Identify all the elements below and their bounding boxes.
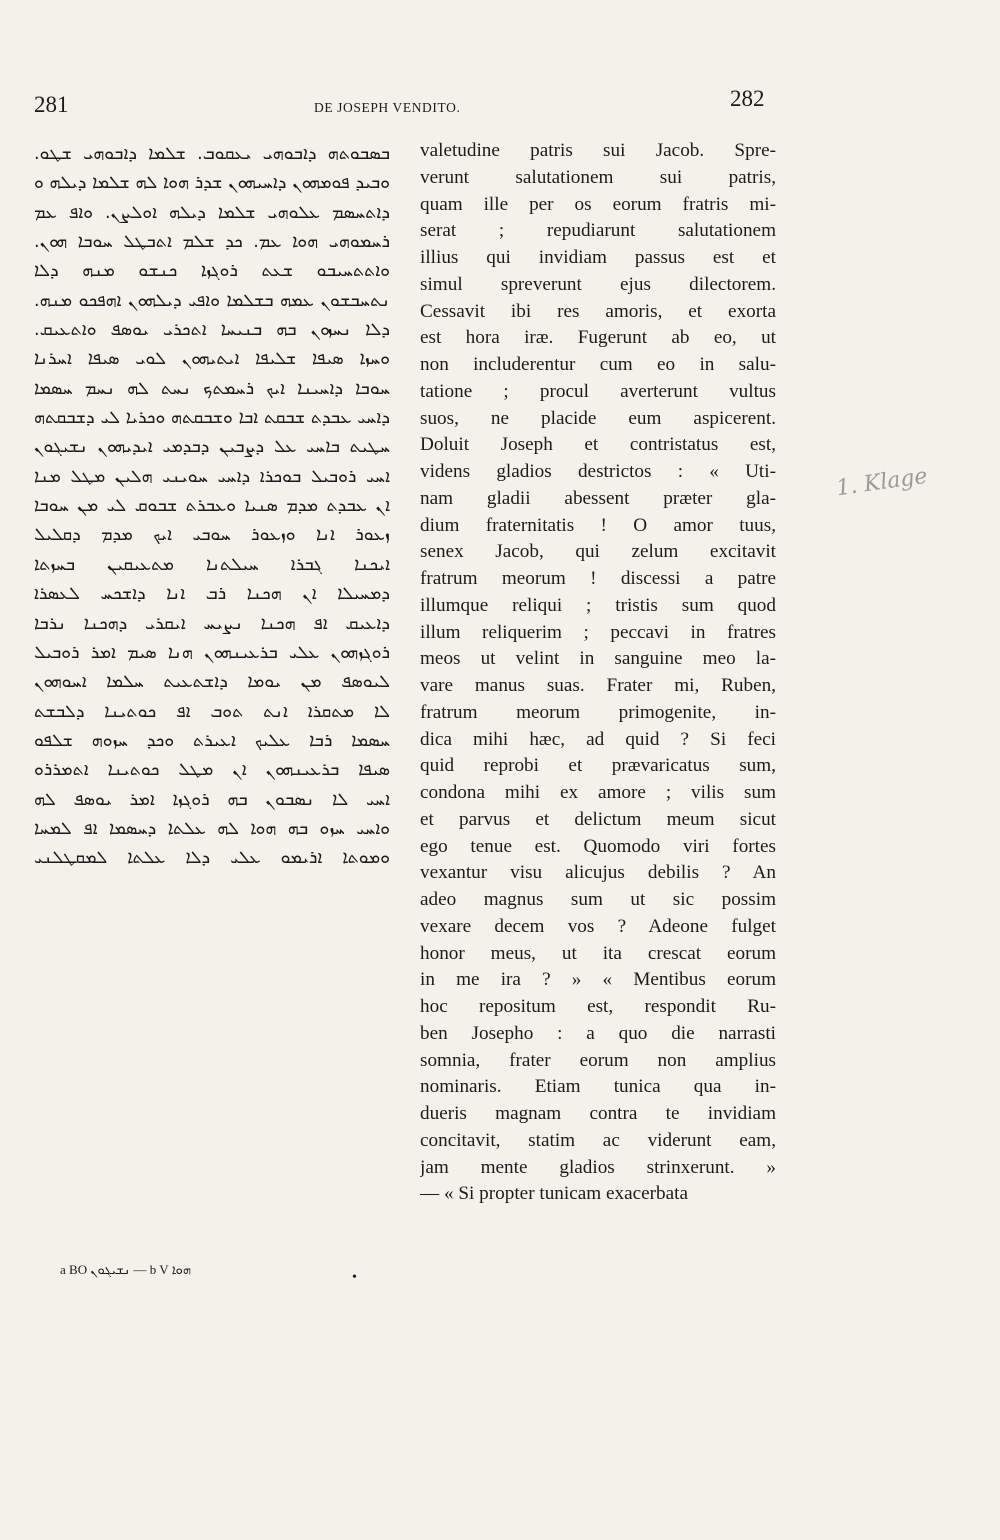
syriac-line: ܠܐ ܡܬܩܪܐ ܐܢܬ ܬܘܒ ܐܦ ܟܘܬܝܢܐ ܕܠܒܫܬ: [34, 701, 390, 722]
syriac-line: ܠܝܘܣܦ ܡܢ ܝܘܡܐ ܕܐܫܬܥܝܬ ܚܠܡܐ ܐܚܘܗܘܢ: [34, 672, 390, 693]
syriac-line: ܘܡܘܬܐ ܐܪܝܡܘ ܥܠܝ ܕܠܐ ܥܠܬܐ ܠܡܩܛܠܢܝ: [34, 848, 390, 869]
latin-text-column: [420, 138, 776, 1208]
latin-line: videns gladios destrictos : « Uti-: [420, 461, 776, 482]
syriac-line: ܐܢ ܥܒܕܬ ܡܕܡ ܣܢܝܐ ܘܥܒܪܬ ܫܒܘܩ ܠܝ ܡܢ ܚܘܒܐ: [34, 496, 390, 517]
syriac-line: ܐܚܝ ܠܐ ܢܣܒܘܢ ܒܗ ܪܘܓܙܐ ܐܡܪ ܝܘܣܦ ܠܗ: [34, 789, 390, 810]
latin-line: Cessavit ibi res amoris, et exorta: [420, 300, 776, 322]
latin-line: nam gladii abessent præter gla-: [420, 487, 776, 509]
latin-line: ego tenue est. Quomodo viri fortes: [420, 835, 776, 857]
syriac-line: ܕܡܚܝܠܐ ܐܢ ܗܟܢܐ ܪܒ ܐܢܐ ܕܐܫܟܚ ܠܥܣܪܐ: [34, 584, 390, 605]
syriac-line: ܐܝܟܢܐ ܓܒܪܐ ܚܝܠܬܢܐ ܡܬܥܝܩܝܢ ܒܚܙܬܐ: [34, 554, 390, 575]
latin-line: Doluit Joseph et contristatus est,: [420, 434, 776, 456]
syriac-line: ܪܚܡܘܗܝ ܗܘܐ ܥܡ. ܟܕ ܫܠܡ ܐܬܒܛܠ ܚܘܒܐ ܗܘܢ.: [34, 232, 390, 253]
latin-line: in me ira ? » « Mentibus eorum: [420, 969, 776, 991]
latin-line: verunt salutationem sui patris,: [420, 166, 776, 188]
syriac-line: ܘܐܬܬܚܝܒܘ ܫܥܬ ܪܘܓܙܐ ܟܢܫܘ ܡܢܗ ܕܠܐ: [34, 261, 390, 282]
latin-line: vare manus suas. Frater mi, Ruben,: [420, 675, 776, 696]
right-page-number: 282: [730, 86, 765, 111]
latin-line: vexare decem vos ? Adeone fulget: [420, 915, 776, 937]
latin-line: dica mihi hæc, ad quid ? Si feci: [420, 728, 776, 750]
latin-line: honor meus, ut ita crescat eorum: [420, 942, 776, 964]
latin-line: dueris magnam contra te invidiam: [420, 1103, 776, 1124]
latin-line: simul spreverunt ejus dilectorem.: [420, 273, 776, 295]
latin-line: illius qui invidiam passus est et: [420, 247, 776, 268]
footnote: a BO ܢܫܝܓܘܢ — b V ܗܘܐ: [60, 1262, 192, 1277]
syriac-line: ܢܬܚܒܫܘܢ ܥܡܗ ܒܫܠܡܐ ܘܐܦܝ ܕܝܠܗܘܢ ܐܗܦܟܘ ܡܢܗ.: [34, 290, 390, 311]
latin-line: valetudine patris sui Jacob. Spre-: [420, 140, 776, 161]
syriac-line: ܘܚܙܐ ܣܝܦܐ ܫܠܝܦܐ ܐܝܬܝܗܘܢ ܠܘܝ ܣܝܦܐ ܐܚܪܢܐ: [34, 349, 390, 370]
latin-line: serat ; repudiarunt salutationem: [420, 220, 776, 242]
page-mark: •: [352, 1270, 357, 1285]
latin-line: nominaris. Etiam tunica qua in-: [420, 1076, 776, 1098]
syriac-line: ܪܘܓܙܗܘܢ ܥܠܝ ܒܪܥܝܢܗܘܢ ܗܢܐ ܣܝܡ ܐܡܪ ܪܘܒܝܠ: [34, 642, 390, 663]
syriac-line: ܘܒܝܕ ܦܘܡܗܘܢ ܕܐܚܝܗܘܢ ܫܕܪ ܗܘܐ ܠܗ ܫܠܡܐ ܕܝܠܗ ܘ: [34, 173, 390, 194]
syriac-line: ܘܐܚܝ ܚܙܘ ܒܗ ܗܘܐ ܠܗ ܥܠܬܐ ܕܚܣܡܐ ܐܦ ܠܡܚܐ: [34, 818, 390, 839]
latin-line: somnia, frater eorum non amplius: [420, 1049, 776, 1071]
syriac-line: ܐܚܝ ܪܘܒܝܠ ܒܘܟܪܐ ܕܐܚܝ ܚܘܝܢܝ ܗܠܝܢ ܡܛܠ ܡܢܐ: [34, 466, 390, 487]
syriac-line: ܕܐܬܚܣܡ ܥܠܘܗܝ ܫܠܡܐ ܕܝܠܗ ܐܘܠܨܢ. ܘܐܦ ܥܡ: [34, 202, 390, 223]
syriac-line: ܕܐܥܝܩ ܐܦ ܗܟܢܐ ܢܨܝܚ ܐܝܩܪܝ ܕܗܟܢܐ ܢܪܒܐ: [34, 613, 390, 634]
latin-line: jam mente gladios strinxerunt. »: [420, 1156, 776, 1178]
running-head: DE JOSEPH VENDITO.: [314, 100, 461, 115]
latin-line: tatione ; procul averterunt vultus: [420, 380, 776, 402]
syriac-line: ܚܛܝܬ ܒܐܚܝ ܥܠ ܕܨܒܝܢ ܕܒܕܡܝ ܐܝܕܝܗܘܢ ܢܫܝܓܘܢ: [34, 437, 390, 458]
syriac-line: ܣܝܦܐ ܒܪܥܝܢܗܘܢ ܐܢ ܡܛܠ ܟܘܬܝܢܐ ܐܬܡܪܪܘ: [34, 760, 390, 781]
syriac-line: ܕܠܐ ܢܚܙܘܢ ܒܗ ܒܢܝܚܐ ܐܬܟܪܝ ܝܘܣܦ ܘܐܬܥܝܩ.: [34, 320, 390, 341]
latin-line: concitavit, statim ac viderunt eam,: [420, 1129, 776, 1151]
latin-line: et parvus et delictum meum sicut: [420, 808, 776, 830]
latin-line: — « Si propter tunicam exacerbata: [420, 1183, 688, 1205]
latin-line: illumque reliqui ; tristis sum quod: [420, 594, 776, 616]
handwritten-margin-note: 1. Klage: [834, 463, 929, 502]
latin-line: illum reliquerim ; peccavi in fratres: [420, 621, 776, 643]
latin-line: senex Jacob, qui zelum excitavit: [420, 541, 776, 563]
latin-line: meos ut velint in sanguine meo la-: [420, 648, 776, 670]
latin-line: quam ille per os eorum fratris mi-: [420, 193, 776, 215]
syriac-line: ܒܣܒܘܬܗ ܕܐܒܘܗܝ ܝܥܩܘܒ. ܫܠܡܐ ܕܐܒܘܗܝ ܫܛܘ.: [34, 144, 390, 164]
latin-line: non includerentur cum eo in salu-: [420, 354, 776, 375]
latin-line: suos, ne placide eum aspicerent.: [420, 407, 776, 429]
latin-line: fratrum meorum primogenite, in-: [420, 701, 776, 723]
latin-line: fratrum meorum ! discessi a patre: [420, 568, 776, 589]
latin-line: vexantur visu alicujus debilis ? An: [420, 862, 776, 884]
syriac-text-column: [34, 140, 390, 874]
latin-line: hoc repositum est, respondit Ru-: [420, 996, 776, 1017]
syriac-line: ܚܘܒܐ ܕܐܚܝܢܐ ܐܝܟ ܪܚܡܬܟ ܢܚܬ ܠܗ ܢܚܡ ܚܣܡܐ: [34, 378, 390, 399]
latin-line: quid reprobi et prævaricatus sum,: [420, 755, 776, 777]
syriac-line: ܚܣܡܐ ܪܒܐ ܥܠܝܟ ܐܥܝܪܬ ܘܟܕ ܚܙܘܗ ܫܠܦܘ: [34, 730, 390, 751]
latin-line: adeo magnus sum ut sic possim: [420, 889, 776, 910]
latin-line: dium fraternitatis ! O amor tuus,: [420, 514, 776, 536]
latin-line: ben Josepho : a quo die narrasti: [420, 1022, 776, 1044]
latin-line: est hora iræ. Fugerunt ab eo, ut: [420, 327, 776, 349]
left-page-number: 281: [34, 92, 69, 117]
latin-line: condona mihi ex amore ; vilis sum: [420, 782, 776, 803]
syriac-line: ܙܥܘܪ ܐܢܐ ܘܙܥܘܪ ܚܘܒܝ ܐܝܟ ܡܕܡ ܕܩܠܝܠ: [34, 525, 390, 546]
syriac-line: ܕܐܚܝ ܥܒܕܬ ܫܒܩܬ ܐܒܐ ܘܫܒܩܬܗ ܘܟܪܝܐ ܠܝ ܕܫܒܩܬܗ: [34, 408, 390, 429]
